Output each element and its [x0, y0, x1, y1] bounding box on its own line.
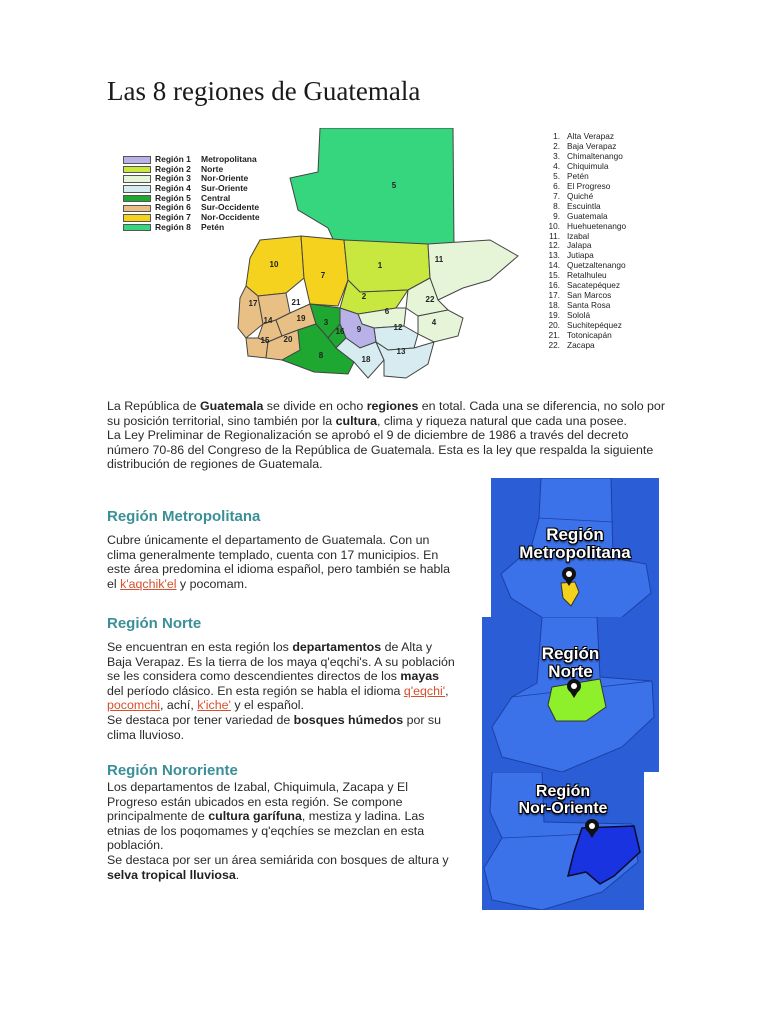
department-number: 2. [553, 140, 560, 151]
map-dept-number: 15 [260, 336, 270, 345]
map-dept-4 [418, 310, 463, 342]
bold-term: cultura [335, 413, 377, 428]
map-dept-number: 10 [269, 260, 279, 269]
department-number: 12. [548, 240, 560, 251]
map-dept-number: 11 [434, 255, 444, 264]
department-name: Totonicapán [567, 330, 612, 341]
heading-region-metropolitana: Región Metropolitana [107, 508, 261, 525]
map-legend [123, 155, 260, 233]
department-name: Jutiapa [567, 250, 594, 261]
text-run: Los departamentos de Izabal, Chiquimula, Zacapa y El Progreso están ubicados en esta región. Se compone principalmente de [107, 780, 408, 824]
intro-paragraph-2 [107, 428, 667, 472]
department-number: 6. [553, 180, 560, 191]
bold-term: departamentos [292, 640, 382, 654]
legend-swatch [123, 214, 151, 222]
legend-swatch [123, 185, 151, 193]
department-name: Baja Verapaz [567, 140, 617, 151]
bold-term: Guatemala [200, 399, 264, 413]
legend-region-name: Metropolitana [201, 154, 257, 164]
map-dept-number: 7 [320, 271, 326, 280]
text-run: , [445, 683, 449, 698]
text-run: de Alta y Baja Verapaz. Es la tierra de los maya q'eqchi's. A su población se les considera como descendientes directos de los [107, 640, 455, 684]
legend-region-label: Región 7 [155, 212, 191, 223]
department-number: 22. [548, 340, 560, 351]
legend-region-label: Región 1 [155, 154, 191, 164]
department-name: Retalhuleu [567, 270, 607, 281]
legend-region-name: Nor-Occidente [201, 212, 260, 223]
legend-swatch [123, 175, 151, 183]
map-dept-number: 17 [248, 299, 258, 308]
legend-region-name: Nor-Oriente [201, 173, 249, 184]
department-number: 5. [553, 170, 560, 181]
department-list-item [540, 341, 655, 351]
map-dept-number: 22 [425, 295, 435, 304]
department-name: San Marcos [567, 290, 612, 301]
legend-swatch [123, 166, 151, 174]
legend-region-label: Región 4 [155, 183, 191, 194]
department-name: Escuintla [567, 200, 601, 211]
region-norte-map [482, 617, 659, 772]
bold-term: selva tropical lluviosa [107, 867, 236, 882]
map-dept-number: 16 [335, 327, 345, 336]
legend-region-label: Región 2 [155, 163, 191, 174]
intro-paragraph-1 [107, 399, 667, 428]
department-name: El Progreso [567, 180, 611, 191]
department-name: Quiché [567, 190, 594, 201]
legend-item [123, 155, 260, 165]
map-dept-11 [428, 240, 518, 300]
text-run: Se destaca por ser un área semiárida con bosques de altura y [107, 852, 449, 867]
department-name: Sololá [567, 310, 591, 321]
map-dept-number: 20 [283, 335, 293, 344]
bold-term: mayas [400, 669, 440, 684]
department-number: 3. [553, 150, 560, 161]
region-nororiente-image-label: Región Nor-Oriente [518, 783, 608, 817]
legend-region-label: Región 6 [155, 202, 191, 213]
map-dept-number: 19 [296, 314, 306, 323]
map-dept-number: 18 [361, 355, 371, 364]
department-name: Quetzaltenango [567, 260, 626, 271]
text-run: por su clima lluvioso. [107, 712, 442, 742]
map-dept-number: 4 [431, 318, 437, 327]
bold-term: bosques húmedos [293, 712, 404, 727]
text-run: La República de [107, 399, 200, 413]
body-region-metropolitana [107, 533, 457, 591]
language-link[interactable]: k'iche' [197, 698, 231, 713]
map-dept-number: 9 [356, 325, 362, 334]
guatemala-regions-map [118, 128, 530, 390]
section-paragraph [107, 533, 457, 591]
heading-region-nororiente: Región Nororiente [107, 762, 238, 779]
legend-swatch [123, 195, 151, 203]
department-name: Izabal [567, 230, 590, 241]
department-number: 10. [548, 220, 560, 231]
text-run: Se encuentran en esta región los [107, 640, 293, 654]
department-name: Sacatepéquez [567, 280, 621, 291]
department-name: Chiquimula [567, 160, 609, 171]
legend-swatch [123, 156, 151, 164]
legend-region-name: Central [201, 192, 231, 203]
department-number: 21. [548, 330, 560, 341]
department-name: Chimaltenango [567, 150, 623, 161]
department-number: 19. [548, 310, 560, 321]
text-run: , achí, [160, 698, 198, 713]
text-run: . [235, 867, 240, 882]
department-name: Suchitepéquez [567, 320, 622, 331]
region-norte-image [482, 617, 659, 772]
legend-region-name: Sur-Occidente [201, 202, 260, 213]
map-dept-number: 14 [263, 316, 273, 325]
section-paragraph [107, 713, 457, 742]
bold-term: regiones [366, 399, 419, 413]
department-number: 17. [548, 290, 560, 301]
department-name: Zacapa [567, 340, 595, 351]
text-run: Cubre únicamente el departamento de Guatemala. Con un clima generalmente templado, cuenta con 17 municipios. En este área predomina el idioma español, pero también se habla el [107, 533, 451, 591]
legend-region-name: Norte [201, 163, 224, 174]
bold-term: cultura garífuna [208, 809, 302, 824]
legend-region-label: Región 8 [155, 221, 191, 232]
text-run: se divide en ocho [263, 399, 367, 413]
legend-item [123, 223, 260, 233]
department-name: Santa Rosa [567, 300, 611, 311]
department-number: 13. [548, 250, 560, 261]
map-dept-number: 6 [384, 307, 390, 316]
department-number: 15. [548, 270, 560, 281]
map-dept-number: 13 [396, 347, 406, 356]
text-run: y el español. [230, 698, 304, 713]
region-norte-image-label: Región Norte [541, 644, 600, 681]
text-run: , clima y riqueza natural que cada una posee. [376, 413, 628, 428]
map-dept-1 [344, 240, 430, 292]
section-paragraph [107, 780, 457, 853]
page-title: Las 8 regiones de Guatemala [107, 76, 421, 106]
department-number: 16. [548, 280, 560, 291]
language-link[interactable]: k'aqchik'el [120, 576, 177, 591]
department-name: Petén [567, 170, 589, 181]
department-name: Huehuetenango [567, 220, 627, 231]
legend-item [123, 184, 260, 194]
map-dept-number: 8 [318, 351, 324, 360]
department-number: 11. [549, 230, 560, 241]
department-number: 1. [553, 131, 560, 141]
body-region-nororiente [107, 780, 457, 882]
department-number: 14. [548, 260, 560, 271]
text-run: La Ley Preliminar de Regionalización se aprobó el 9 de diciembre de 1986 a través del decreto número 70-86 del Congreso de la República de Guatemala. Esta es la ley que respalda la siguiente distribución de regiones de Guatemala. [107, 428, 654, 472]
map-dept-number: 1 [377, 261, 383, 270]
department-name: Alta Verapaz [567, 131, 615, 141]
map-dept-number: 2 [361, 292, 367, 301]
map-dept-number: 3 [323, 318, 329, 327]
language-link[interactable]: pocomchi [107, 698, 161, 713]
text-run: , mestiza y ladina. Las etnias de los poqomames y q'eqchíes se mezclan en esta población. [107, 809, 425, 853]
department-number: 18. [548, 300, 560, 311]
region-metropolitana-image-label: Región Metropolitana [519, 525, 631, 562]
section-paragraph [107, 640, 457, 713]
section-paragraph [107, 853, 457, 882]
department-number: 9. [553, 210, 560, 221]
map-dept-5 [290, 128, 454, 250]
legend-region-name: Petén [201, 221, 225, 232]
legend-region-label: Región 3 [155, 173, 191, 184]
body-region-norte [107, 640, 457, 742]
department-number: 8. [553, 200, 560, 211]
text-run: y pocomam. [176, 576, 248, 591]
legend-region-label: Región 5 [155, 192, 191, 203]
region-metropolitana-image [491, 478, 659, 623]
legend-swatch [123, 205, 151, 213]
map-dept-number: 21 [291, 298, 301, 307]
department-name: Guatemala [567, 210, 608, 221]
text-run: del período clásico. En esta región se habla el idioma [107, 683, 404, 698]
department-number: 4. [553, 160, 560, 171]
language-link[interactable]: q'eqchi' [403, 683, 446, 698]
text-run: en total. Cada una se diferencia, no solo por su posición territorial, sino también por la [107, 399, 665, 428]
department-name: Jalapa [567, 240, 592, 251]
map-dept-number: 12 [393, 323, 403, 332]
legend-region-name: Sur-Oriente [201, 183, 248, 194]
intro-text [107, 399, 667, 472]
map-dept-number: 5 [391, 181, 397, 190]
department-number: 7. [553, 190, 560, 201]
legend-item [123, 213, 260, 223]
department-number: 20. [548, 320, 560, 331]
region-nororiente-image [482, 772, 644, 910]
legend-swatch [123, 224, 151, 232]
department-list [540, 132, 655, 351]
text-run: Se destaca por tener variedad de [107, 712, 294, 727]
heading-region-norte: Región Norte [107, 615, 202, 632]
